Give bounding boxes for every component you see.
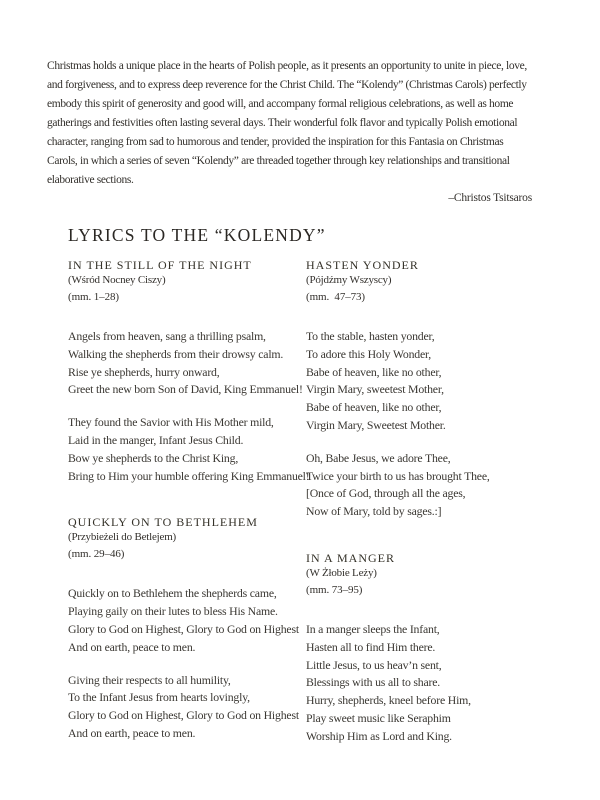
stanza: [306, 328, 544, 435]
intro-line: Carols, in which a series of seven “Kolendy” are threaded together through key relationships and transitional: [47, 155, 510, 167]
song-subtitle: (W Żłobie Leży): [306, 566, 377, 579]
stanza: [306, 621, 544, 746]
stanza: [68, 672, 306, 743]
lyric-line: To the stable, hasten yonder,: [306, 329, 435, 343]
song-title: HASTEN YONDER: [306, 258, 419, 272]
song-section: [306, 551, 544, 746]
intro-line: elaborative sections.: [47, 174, 134, 186]
song-measures: (mm. 1–28): [68, 291, 119, 303]
song-measures: (mm. 47–73): [306, 291, 365, 303]
lyric-line: Hasten all to find Him there.: [306, 639, 436, 654]
lyric-line: Giving their respects to all humility,: [68, 672, 231, 687]
lyric-line: Blessings with us all to share.: [306, 675, 441, 690]
lyric-line: Greet the new born Son of David, King Emmanuel!: [68, 382, 303, 397]
stanza: [68, 328, 306, 399]
lyric-line: Now of Mary, told by sages.:]: [306, 504, 442, 519]
lyrics-column-right: [306, 258, 544, 746]
attribution: –Christos Tsitsaros: [448, 192, 532, 204]
intro-line: and forgiveness, and to express deep reverence for the Christ Child. The “Kolendy” (Christmas Carols) perfectly: [47, 79, 527, 91]
lyric-line: Virgin Mary, sweetest Mother,: [306, 382, 444, 397]
stanza: [68, 585, 306, 656]
intro-line: embody this spirit of generosity and good will, and accompany formal religious celebrations, as well as home: [47, 98, 514, 110]
lyric-line: To adore this Holy Wonder,: [306, 346, 432, 361]
lyric-line: [Once of God, through all the ages,: [306, 486, 466, 501]
song-section: [306, 258, 544, 521]
song-title: IN A MANGER: [306, 550, 396, 565]
lyric-line: Quickly on to Bethlehem the shepherds came,: [68, 586, 277, 601]
lyric-line: Walking the shepherds from their drowsy calm.: [68, 346, 284, 361]
lyric-line: Virgin Mary, Sweetest Mother.: [306, 417, 446, 432]
lyric-line: Twice your birth to us has brought Thee,: [306, 468, 490, 483]
lyric-line: Angels from heaven, sang a thrilling psalm,: [68, 329, 266, 343]
lyric-line: Play sweet music like Seraphim: [306, 710, 451, 725]
song-section: [68, 515, 306, 742]
lyric-line: Oh, Babe Jesus, we adore Thee,: [306, 450, 451, 465]
intro-line: gatherings and festivities often lasting several days. Their wonderful folk flavor and typically Polish emotional: [47, 117, 518, 129]
lyric-line: To the Infant Jesus from hearts lovingly,: [68, 690, 250, 705]
lyric-line: Glory to God on Highest, Glory to God on Highest: [68, 708, 299, 723]
stanza: [68, 414, 310, 485]
lyric-line: Worship Him as Lord and King.: [306, 728, 452, 743]
lyric-line: Playing gaily on their lutes to bless His Name.: [68, 604, 278, 619]
lyrics-column-left: [68, 258, 310, 746]
intro-paragraph: [47, 57, 560, 190]
song-measures: (mm. 29–46): [68, 548, 125, 561]
intro-line: Christmas holds a unique place in the hearts of Polish people, as it presents an opportunity to unite in piece, love,: [47, 60, 527, 72]
page-title: LYRICS TO THE “KOLENDY”: [68, 225, 326, 245]
lyric-line: Babe of heaven, like no other,: [306, 364, 442, 379]
song-subtitle: (Przybieżeli do Betlejem): [68, 531, 177, 544]
lyric-line: Laid in the manger, Infant Jesus Child.: [68, 432, 244, 447]
song-title: IN THE STILL OF THE NIGHT: [68, 258, 252, 272]
lyric-line: Hurry, shepherds, kneel before Him,: [306, 693, 471, 708]
lyric-line: Bring to Him your humble offering King Emmanuel!: [68, 468, 310, 483]
lyric-line: And on earth, peace to men.: [68, 725, 196, 740]
lyric-line: Babe of heaven, like no other,: [306, 400, 442, 415]
song-subtitle: (Wśród Nocney Ciszy): [68, 274, 166, 286]
song-measures: (mm. 73–95): [306, 583, 363, 596]
lyric-line: Little Jesus, to us heav’n sent,: [306, 657, 442, 672]
lyric-line: In a manger sleeps the Infant,: [306, 621, 440, 636]
lyric-line: Glory to God on Highest, Glory to God on Highest: [68, 621, 299, 636]
lyric-line: And on earth, peace to men.: [68, 639, 196, 654]
lyric-line: Rise ye shepherds, hurry onward,: [68, 364, 220, 379]
stanza: [306, 450, 544, 521]
song-title: QUICKLY ON TO BETHLEHEM: [68, 515, 258, 530]
lyric-line: Bow ye shepherds to the Christ King,: [68, 450, 239, 465]
song-section: [68, 258, 310, 485]
intro-line: character, ranging from sad to humorous and tender, provided the inspiration for this Fantasia on Christmas: [47, 136, 504, 148]
song-subtitle: (Pójdźmy Wszyscy): [306, 274, 392, 286]
lyric-line: They found the Savior with His Mother mild,: [68, 415, 274, 430]
lyrics-columns: [68, 258, 560, 746]
